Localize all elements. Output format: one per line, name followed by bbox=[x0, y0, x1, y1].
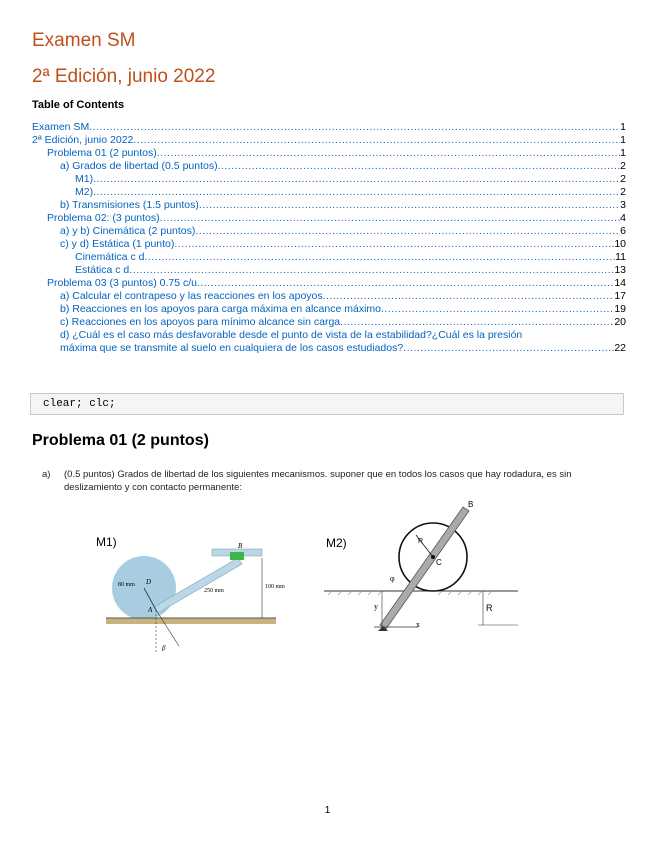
toc-entry[interactable]: Problema 02: (3 puntos) ..... 4 bbox=[32, 212, 626, 225]
m2-label: M2) bbox=[326, 536, 347, 550]
toc-entry[interactable]: M1) ..... 2 bbox=[32, 173, 626, 186]
figure-m2 bbox=[318, 495, 528, 635]
dim-100: 100 mm bbox=[265, 584, 285, 590]
angle-phi: φ bbox=[390, 574, 395, 583]
item-text: (0.5 puntos) Grados de libertad de los siguientes mecanismos. suponer que en todos los casos que hay rodadura, es sin deslizamiento y con contacto permanente: bbox=[64, 469, 572, 493]
x-label: x bbox=[416, 620, 420, 629]
problem-statement bbox=[42, 468, 622, 494]
item-label: a) bbox=[42, 469, 51, 480]
section-heading: Problema 01 (2 puntos) bbox=[32, 432, 209, 449]
y-label: y bbox=[374, 602, 378, 611]
toc-entry[interactable]: a) Calcular el contrapeso y las reacciones en los apoyos ..... 17 bbox=[32, 290, 626, 303]
point-c: C bbox=[436, 558, 442, 567]
slider-block bbox=[230, 552, 244, 560]
document-subtitle: 2ª Edición, junio 2022 bbox=[32, 66, 216, 87]
radius-label: R bbox=[418, 538, 424, 545]
table-of-contents bbox=[32, 121, 626, 355]
toc-entry[interactable]: Problema 01 (2 puntos) ..... 1 bbox=[32, 147, 626, 160]
toc-entry[interactable]: Problema 03 (3 puntos) 0.75 c/u ..... 14 bbox=[32, 277, 626, 290]
ground bbox=[106, 618, 276, 624]
point-a: A bbox=[148, 606, 153, 614]
dim-80: 80 mm bbox=[118, 582, 135, 588]
toc-entry[interactable]: d) ¿Cuál es el caso más desfavorable desde el punto de vista de la estabilidad?¿Cuál es la presión máxima que se transmite al suelo en cualquiera de los casos estudiados? ..... 22 bbox=[32, 329, 626, 355]
angle-beta: β bbox=[162, 644, 166, 652]
toc-entry[interactable]: Estática c d ..... 13 bbox=[32, 264, 626, 277]
toc-entry-line: d) ¿Cuál es el caso más desfavorable desde el punto de vista de la estabilidad?¿Cuál es la presión bbox=[60, 329, 523, 341]
dim-250: 250 mm bbox=[204, 588, 224, 594]
point-b: B bbox=[238, 542, 243, 550]
toc-entry[interactable]: a) y b) Cinemática (2 puntos) ..... 6 bbox=[32, 225, 626, 238]
toc-heading: Table of Contents bbox=[32, 99, 125, 111]
point-d: D bbox=[146, 578, 152, 586]
m1-label: M1) bbox=[96, 535, 117, 549]
toc-entry[interactable]: 2ª Edición, junio 2022 ..... 1 bbox=[32, 134, 626, 147]
toc-entry[interactable]: b) Reacciones en los apoyos para carga máxima en alcance máximo ..... 19 bbox=[32, 303, 626, 316]
toc-entry[interactable]: c) y d) Estática (1 punto) ..... 10 bbox=[32, 238, 626, 251]
point-b: B bbox=[468, 500, 474, 509]
toc-entry[interactable]: M2) ..... 2 bbox=[32, 186, 626, 199]
page-number: 1 bbox=[324, 805, 331, 816]
radius-dim: R bbox=[486, 603, 493, 613]
toc-entry[interactable]: b) Transmisiones (1.5 puntos) ..... 3 bbox=[32, 199, 626, 212]
code-block[interactable]: clear; clc; bbox=[30, 393, 624, 415]
toc-entry[interactable]: a) Grados de libertad (0.5 puntos) ..... 2 bbox=[32, 160, 626, 173]
toc-entry[interactable]: Examen SM ..... 1 bbox=[32, 121, 626, 134]
document-title: Examen SM bbox=[32, 30, 136, 51]
toc-entry[interactable]: Cinemática c d ..... 11 bbox=[32, 251, 626, 264]
rod bbox=[380, 507, 469, 629]
toc-entry[interactable]: c) Reacciones en los apoyos para mínimo alcance sin carga ..... 20 bbox=[32, 316, 626, 329]
figure-m1 bbox=[84, 528, 294, 653]
